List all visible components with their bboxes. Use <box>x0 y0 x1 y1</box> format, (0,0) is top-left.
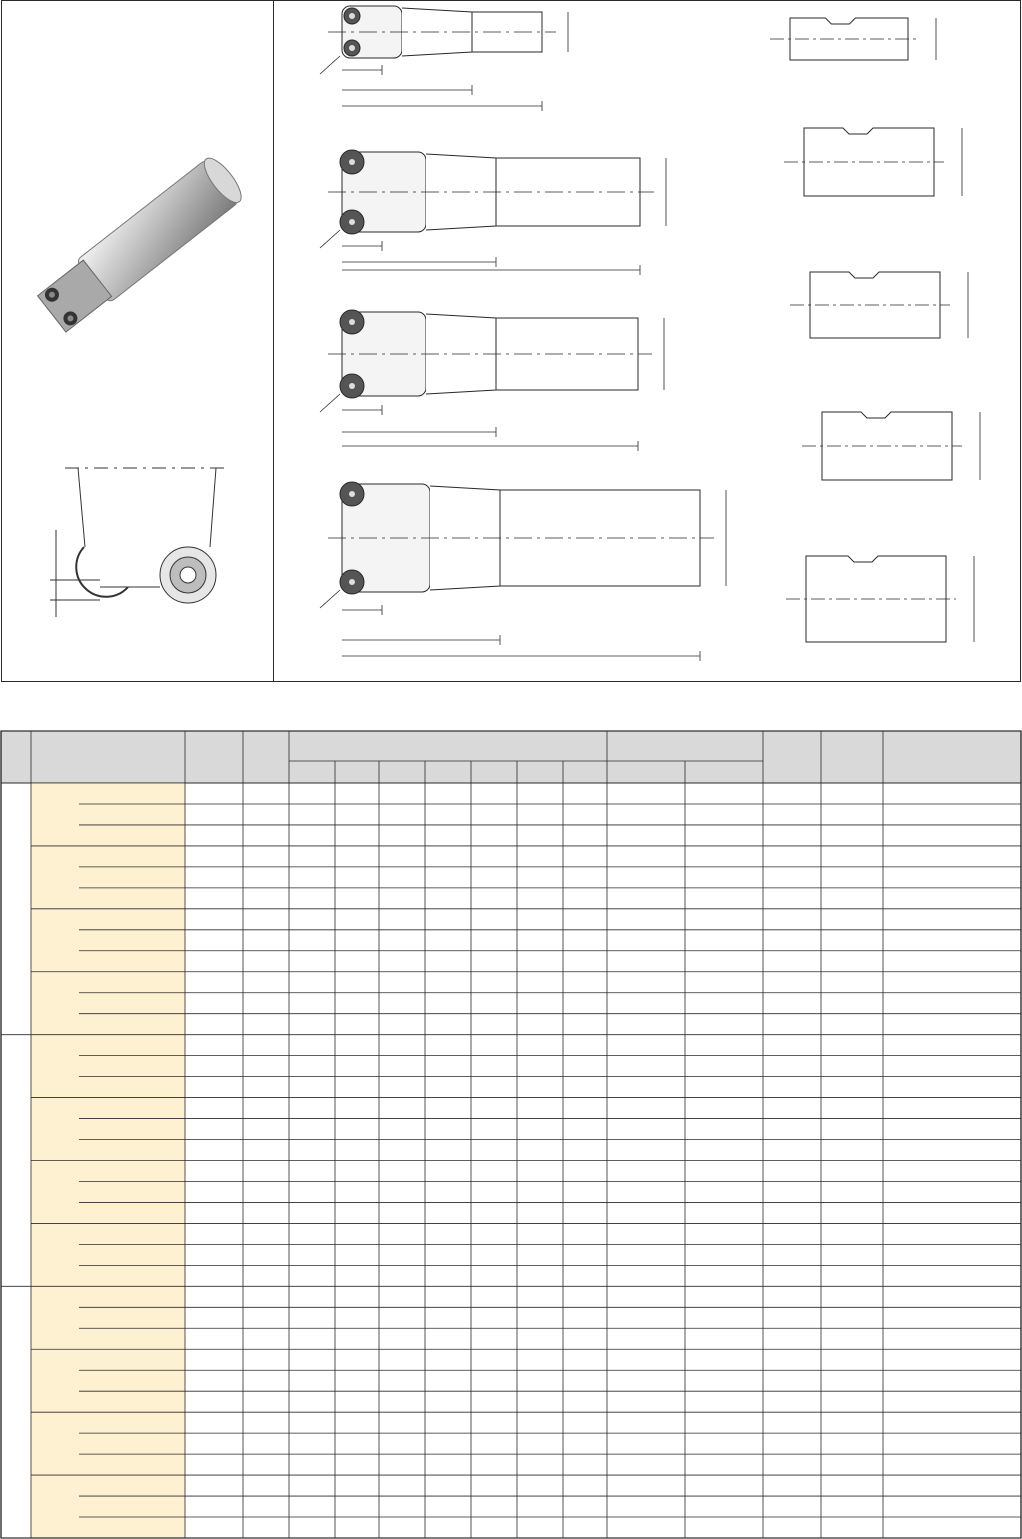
screw-icon <box>349 491 355 497</box>
leader-line <box>320 590 340 608</box>
screw-icon <box>349 383 355 389</box>
group-label-cell <box>31 846 185 909</box>
end-mill-photo-icon <box>20 150 260 340</box>
screw-icon <box>349 219 355 225</box>
leader-line <box>320 230 340 248</box>
screw-icon <box>349 13 355 19</box>
leader-line <box>320 56 340 74</box>
group-label-cell <box>31 1098 185 1161</box>
group-label-cell <box>31 1475 185 1538</box>
shank-side-view <box>802 412 980 480</box>
leader-line <box>320 394 340 412</box>
group-label-cell <box>31 1412 185 1475</box>
group-label-cell <box>31 1223 185 1286</box>
shank-side-view <box>786 556 974 642</box>
group-label-cell <box>31 1349 185 1412</box>
screw-icon <box>349 579 355 585</box>
shank-side-view <box>784 128 962 196</box>
shank-side-view <box>790 272 968 338</box>
dimension-drawings <box>274 0 1022 682</box>
screw-icon <box>349 319 355 325</box>
group-label-cell <box>31 1035 185 1098</box>
group-label-cell <box>31 972 185 1035</box>
screw-icon <box>349 45 355 51</box>
round-insert-icon <box>40 465 240 625</box>
group-label-cell <box>31 783 185 846</box>
group-label-cell <box>31 1161 185 1224</box>
screw-icon <box>349 159 355 165</box>
shank-side-view <box>770 18 936 60</box>
spec-table <box>1 731 1021 1538</box>
group-label-cell <box>31 909 185 972</box>
table-header <box>1 731 1021 783</box>
drawing-cutter-small <box>320 6 568 111</box>
drawing-cutter-xlarge <box>320 482 726 661</box>
drawing-cutter-medium <box>320 150 666 275</box>
group-label-cell <box>31 1286 185 1349</box>
drawing-cutter-large <box>320 310 664 451</box>
